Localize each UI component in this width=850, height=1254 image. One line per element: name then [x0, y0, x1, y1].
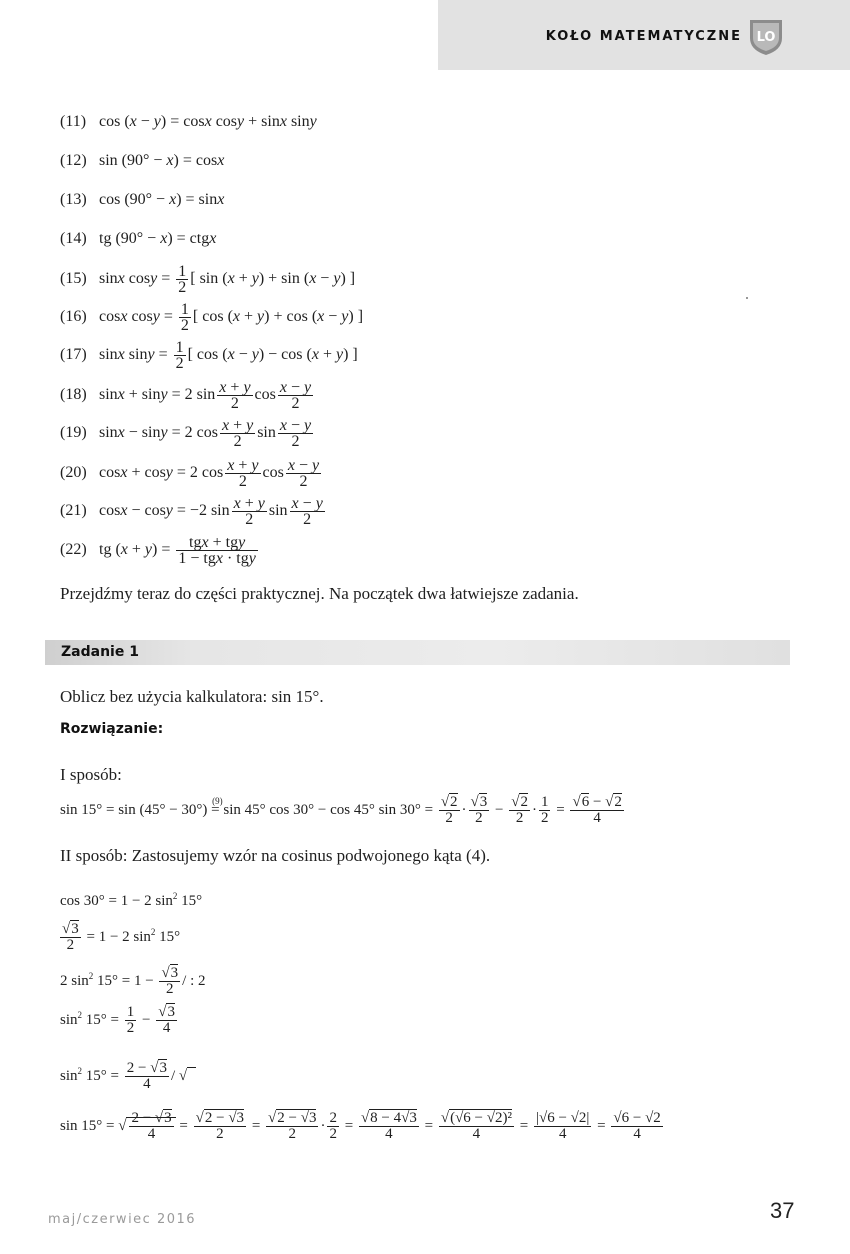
formula-number: (21): [60, 502, 87, 520]
shield-badge-icon: [748, 16, 784, 56]
formula-number: (16): [60, 308, 87, 326]
formula-number: (11): [60, 113, 87, 130]
formula-16: (16) cosx cosy = $\frac{1}{2}$ [ cos (x + y) + cos (x − y) ]: [60, 301, 364, 334]
formula-number: (12): [60, 152, 87, 169]
badge-text: LO: [756, 30, 776, 45]
intro-text: Przejdźmy teraz do części praktycznej. Na początek dwa łatwiejsze zadania.: [60, 584, 579, 603]
formula-19: (19) sinx − siny = 2 cos $\frac{x + y}{2}$ sin $\frac{x - y}{2}$: [60, 417, 312, 450]
formula-21: (21) cosx − cosy = −2 sin $\frac{x + y}{2}$ sin $\frac{x - y}{2}$: [60, 495, 323, 528]
formula-20: (20) cosx + cosy = 2 cos $\frac{x + y}{2}$ cos $\frac{x - y}{2}$: [60, 457, 320, 490]
method-2-step-4: $\sin^2 15^\circ$ = $\frac{1}{2}$ − $\frac{√3}{4}$: [60, 1004, 175, 1037]
formula-12: (12) sin (90° − x) = cosx: [60, 152, 225, 169]
formula-number: (13): [60, 191, 87, 208]
method-2-step-6: sin 15° = √ $\frac{2 - √3}{4}$ = $\frac{√2 - √3}{2}$ = $\frac{√2 - √3}{2}$ · $\frac{2}{2}$ = $\frac{√8 - 4√3}{4}$ = $\frac{\text{√(√6 − √2)²}}{4}$ = $\frac{|√6 - √2|}{4}$ = $\frac{√6 - √2}{4}$: [60, 1110, 661, 1142]
method-1-label: I sposób:: [60, 765, 122, 784]
task-prompt: Oblicz bez użycia kalkulatora: sin 15°.: [60, 687, 324, 706]
method-2-step-2: $\frac{√3}{2}$ = 1 − 2 $\sin^2 15^\circ$: [62, 921, 181, 954]
solution-heading: Rozwiązanie:: [60, 721, 164, 737]
method-2-step-3: 2 $\sin^2 15^\circ = 1$ − $\frac{√3}{2}$ / : 2: [60, 965, 206, 998]
stray-mark: [746, 297, 748, 299]
formula-14: (14) tg (90° − x) = ctgx: [60, 230, 217, 247]
method-2-label: II sposób: Zastosujemy wzór na cosinus podwojonego kąta (4).: [60, 846, 491, 865]
task-bar: [45, 640, 790, 665]
formula-number: (15): [60, 270, 87, 288]
formula-13: (13) cos (90° − x) = sinx: [60, 191, 225, 208]
formula-15: (15) sinx cosy = $\frac{1}{2}$ [ sin (x + y) + sin (x − y) ]: [60, 263, 356, 296]
method-1-equation: sin 15° = sin (45° − 30°) = (9) sin 45° cos 30° − cos 45° sin 30° = $\frac{√2}{2}$ · $\frac{√3}{2}$ − $\frac{√2}{2}$ · $\frac{1}{2}$ = $\frac{√6 - √2}{4}$: [60, 794, 622, 826]
formula-number: (19): [60, 424, 87, 442]
method-2-step-1: cos 30° = 1 − 2 $\sin^2 15^\circ$: [60, 891, 203, 909]
method-2-step-5: $\sin^2 15^\circ$ = $\frac{2 - √3}{4}$ / √: [60, 1061, 196, 1092]
footer-issue: maj/czerwiec 2016: [48, 1212, 197, 1227]
formula-11: (11) cos (x − y) = cosx cosy + sinx siny: [60, 113, 317, 130]
formula-number: (22): [60, 541, 87, 559]
header-title: KOŁO MATEMATYCZNE: [545, 29, 742, 44]
page-header: [438, 0, 850, 70]
task-title: Zadanie 1: [61, 644, 139, 660]
formula-number: (14): [60, 230, 87, 247]
formula-22: (22) tg (x + y) = $\frac{\text{tgx + tgy}}{\text{1 − tgx · tgy}}$: [60, 534, 256, 567]
page-number: 37: [770, 1198, 795, 1223]
formula-number: (20): [60, 464, 87, 482]
formula-number: (18): [60, 386, 87, 404]
formula-18: (18) sinx + siny = 2 sin $\frac{x + y}{2}$ cos $\frac{x - y}{2}$: [60, 379, 312, 412]
formula-number: (17): [60, 346, 87, 364]
formula-17: (17) sinx siny = $\frac{1}{2}$ [ cos (x − y) − cos (x + y) ]: [60, 339, 358, 372]
